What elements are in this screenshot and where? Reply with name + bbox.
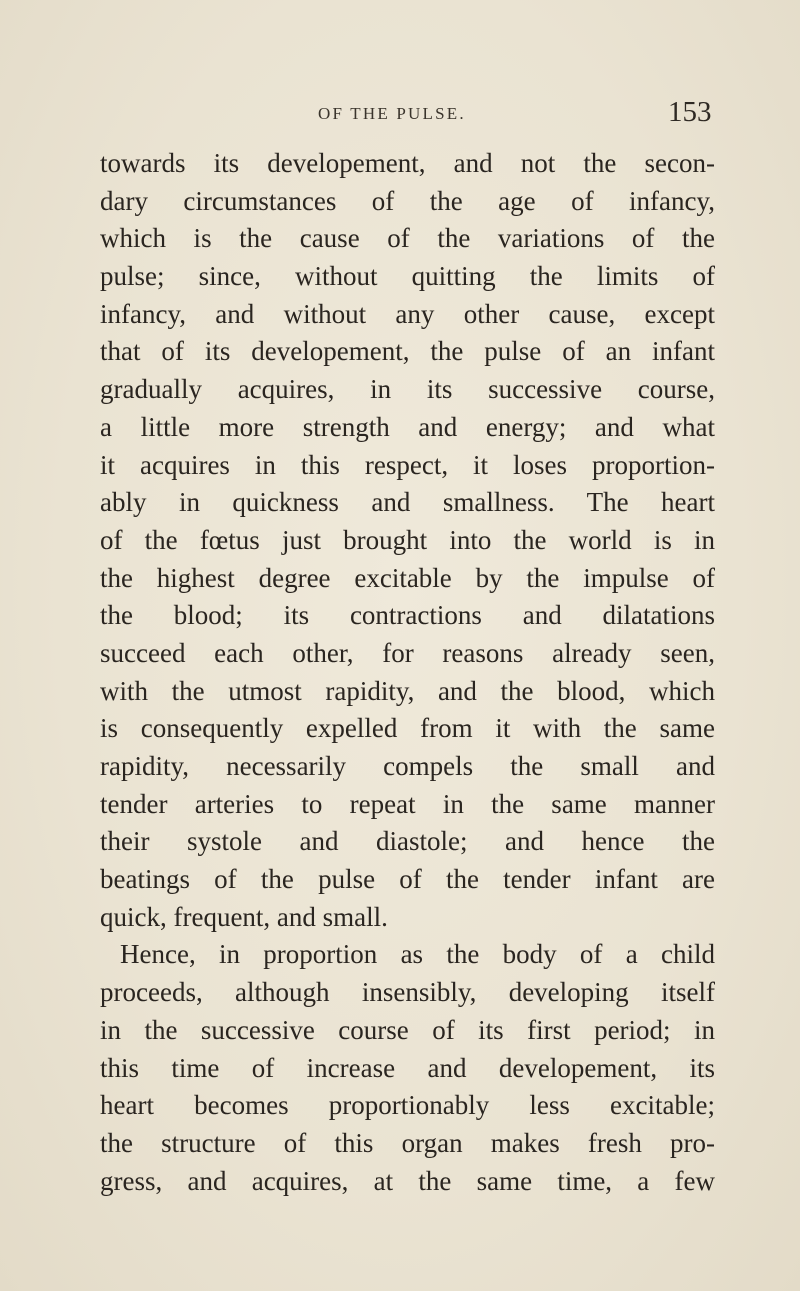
body-text: [100, 145, 715, 1200]
text-line: a little more strength and energy; and what: [100, 411, 715, 442]
running-title: OF THE PULSE.: [318, 104, 466, 123]
text-line: which is the cause of the variations of the: [100, 223, 715, 254]
text-line: pulse; since, without quitting the limits of: [100, 261, 715, 292]
page-number: 153: [668, 96, 712, 128]
text-line: rapidity, necessarily compels the small and: [100, 751, 715, 781]
running-header: [0, 96, 800, 136]
text-line: dary circumstances of the age of infancy,: [100, 185, 715, 216]
text-line: succeed each other, for reasons already seen,: [100, 637, 715, 668]
text-line: towards its developement, and not the secon-: [100, 148, 715, 178]
text-line: it acquires in this respect, it loses proportion-: [100, 449, 715, 480]
text-line: gradually acquires, in its successive course,: [100, 374, 715, 405]
text-line: with the utmost rapidity, and the blood, which: [100, 675, 715, 706]
text-line: the blood; its contractions and dilatations: [100, 600, 715, 631]
text-line: heart becomes proportionably less excitable;: [100, 1090, 715, 1121]
text-line: tender arteries to repeat in the same manner: [100, 788, 715, 819]
paragraph-first-line: Hence, in proportion as the body of a child: [120, 939, 715, 970]
text-line: the structure of this organ makes fresh pro-: [100, 1127, 715, 1158]
text-line: this time of increase and developement, its: [100, 1052, 715, 1083]
text-line: beatings of the pulse of the tender infant are: [100, 864, 715, 895]
text-line: is consequently expelled from it with the same: [100, 713, 715, 744]
text-line: in the successive course of its first period; in: [100, 1014, 715, 1045]
text-line: their systole and diastole; and hence the: [100, 826, 715, 857]
paragraph-end-line: quick, frequent, and small.: [100, 901, 388, 932]
text-line: infancy, and without any other cause, except: [100, 298, 715, 329]
text-line: ably in quickness and smallness. The heart: [100, 487, 715, 518]
text-line: of the fœtus just brought into the world is in: [100, 524, 715, 555]
text-line: proceeds, although insensibly, developing itself: [100, 977, 715, 1008]
text-line: the highest degree excitable by the impulse of: [100, 562, 715, 593]
text-line: that of its developement, the pulse of an infant: [100, 336, 715, 367]
text-line: gress, and acquires, at the same time, a few: [100, 1165, 715, 1196]
